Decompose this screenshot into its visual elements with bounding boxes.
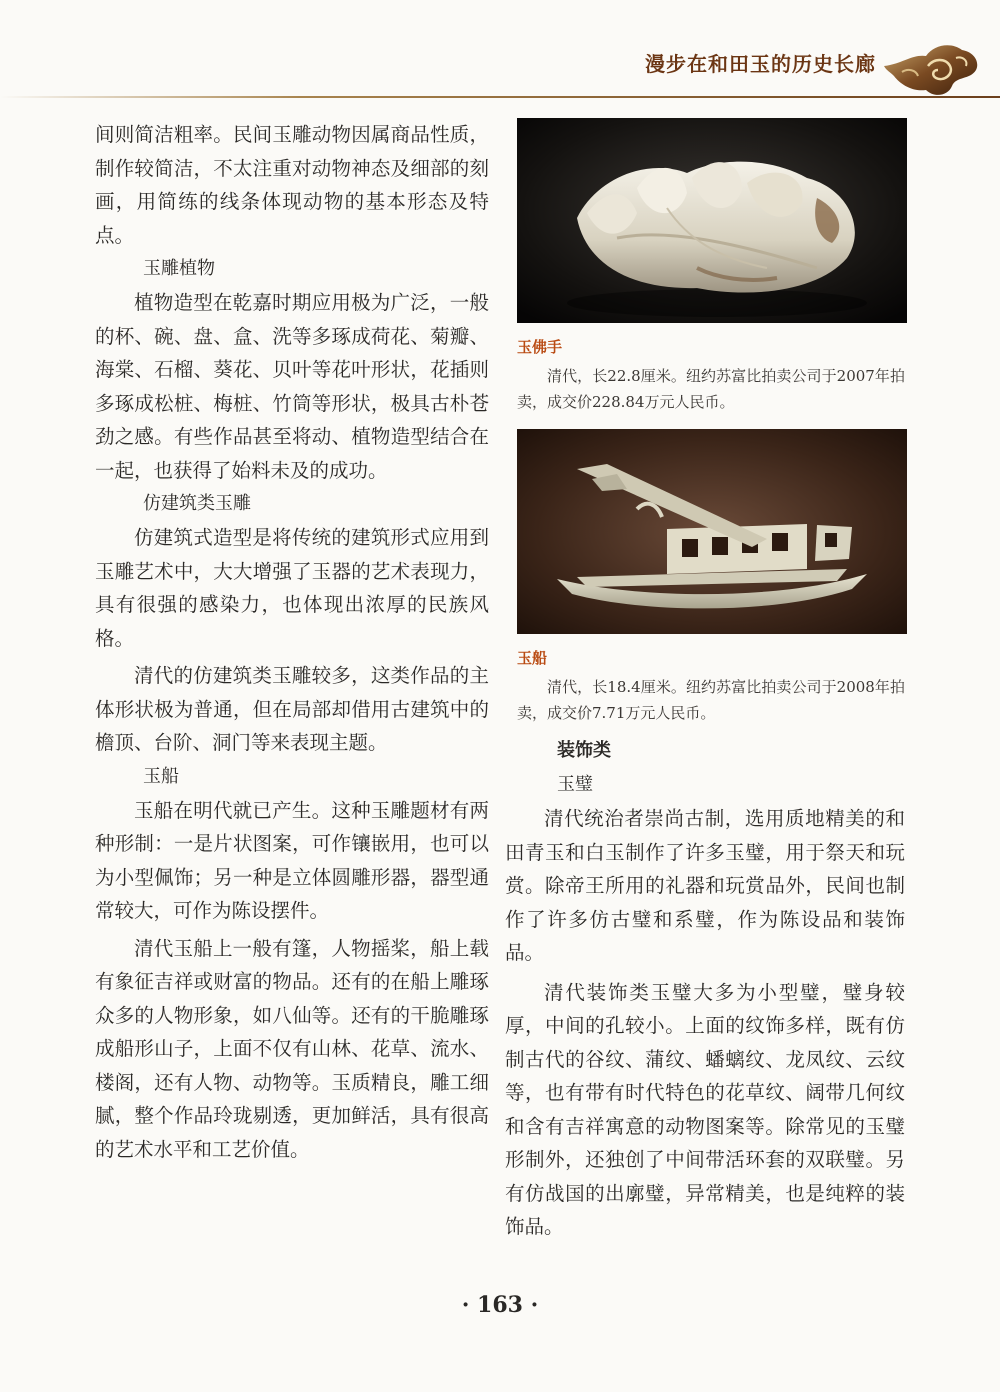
right-column (505, 118, 905, 1244)
left-column (95, 118, 489, 1166)
figure-2-caption: 清代，长18.4厘米。纽约苏富比拍卖公司于2008年拍卖，成交价7.71万元人民币。 (517, 678, 905, 722)
page-header (0, 26, 1000, 96)
figure-1-title: 玉佛手 (517, 338, 563, 356)
jade-boat-photo (517, 429, 907, 634)
paragraph-bi-1: 清代统治者崇尚古制，选用质地精美的和田青玉和白玉制作了许多玉璧，用于祭天和玩赏。除帝王所用的礼器和玩赏品外，民间也制作了许多仿古璧和系璧，作为陈设品和装饰品。 (505, 807, 905, 964)
figure-2-title: 玉船 (517, 649, 548, 667)
running-header-title: 漫步在和田玉的历史长廊 (645, 52, 876, 76)
header-rule (0, 96, 1000, 98)
cloud-scroll-ornament-icon (882, 36, 982, 106)
paragraph-animal-summary: 间则简洁粗率。民间玉雕动物因属商品性质，制作较简洁，不太注重对动物神态及细部的刻画，用简练的线条体现动物的基本形态及特点。 (95, 123, 489, 247)
heading-jade-boat: 玉船 (143, 765, 179, 787)
paragraph-plants: 植物造型在乾嘉时期应用极为广泛，一般的杯、碗、盘、盒、洗等多琢成荷花、菊瓣、海棠、石榴、葵花、贝叶等花叶形状，花插则多琢成松桩、梅桩、竹筒等形状，极具古朴苍劲之感。有些作品甚至将动、植物造型结合在一起，也获得了始料未及的成功。 (95, 291, 489, 482)
paragraph-boat-2: 清代玉船上一般有篷，人物摇桨，船上载有象征吉祥或财富的物品。还有的在船上雕琢众多的人物形象，如八仙等。还有的干脆雕琢成船形山子，上面不仅有山林、花草、流水、楼阁，还有人物、动物等。玉质精良，雕工细腻，整个作品玲珑剔透，更加鲜活，具有很高的艺术水平和工艺价值。 (95, 936, 489, 1161)
heading-jade-bi: 玉璧 (557, 774, 593, 795)
figure-1-caption: 清代，长22.8厘米。纽约苏富比拍卖公司于2007年拍卖，成交价228.84万元人民币。 (517, 367, 905, 411)
jade-buddha-hand-photo (517, 118, 907, 323)
heading-jade-plants: 玉雕植物 (143, 258, 215, 279)
page-number: · 163 · (461, 1292, 539, 1318)
heading-architecture: 仿建筑类玉雕 (143, 493, 251, 514)
paragraph-architecture-2: 清代的仿建筑类玉雕较多，这类作品的主体形状极为普通，但在局部却借用古建筑中的檐顶、台阶、洞门等来表现主题。 (95, 664, 489, 754)
paragraph-bi-2: 清代装饰类玉璧大多为小型璧，璧身较厚，中间的孔较小。上面的纹饰多样，既有仿制古代的谷纹、蒲纹、蟠螭纹、龙凤纹、云纹等，也有带有时代特色的花草纹、阔带几何纹和含有吉祥寓意的动物图案等。除常见的玉璧形制外，还独创了中间带活环套的双联璧。另有仿战国的出廓璧，异常精美，也是纯粹的装饰品。 (505, 980, 905, 1238)
paragraph-architecture-1: 仿建筑式造型是将传统的建筑形式应用到玉雕艺术中，大大增强了玉器的艺术表现力，具有很强的感染力，也体现出浓厚的民族风格。 (95, 526, 489, 650)
paragraph-boat-1: 玉船在明代就已产生。这种玉雕题材有两种形制：一是片状图案，可作镶嵌用，也可以为小型佩饰；另一种是立体圆雕形器，器型通常较大，可作为陈设摆件。 (95, 798, 489, 922)
heading-decoration: 装饰类 (557, 740, 611, 761)
